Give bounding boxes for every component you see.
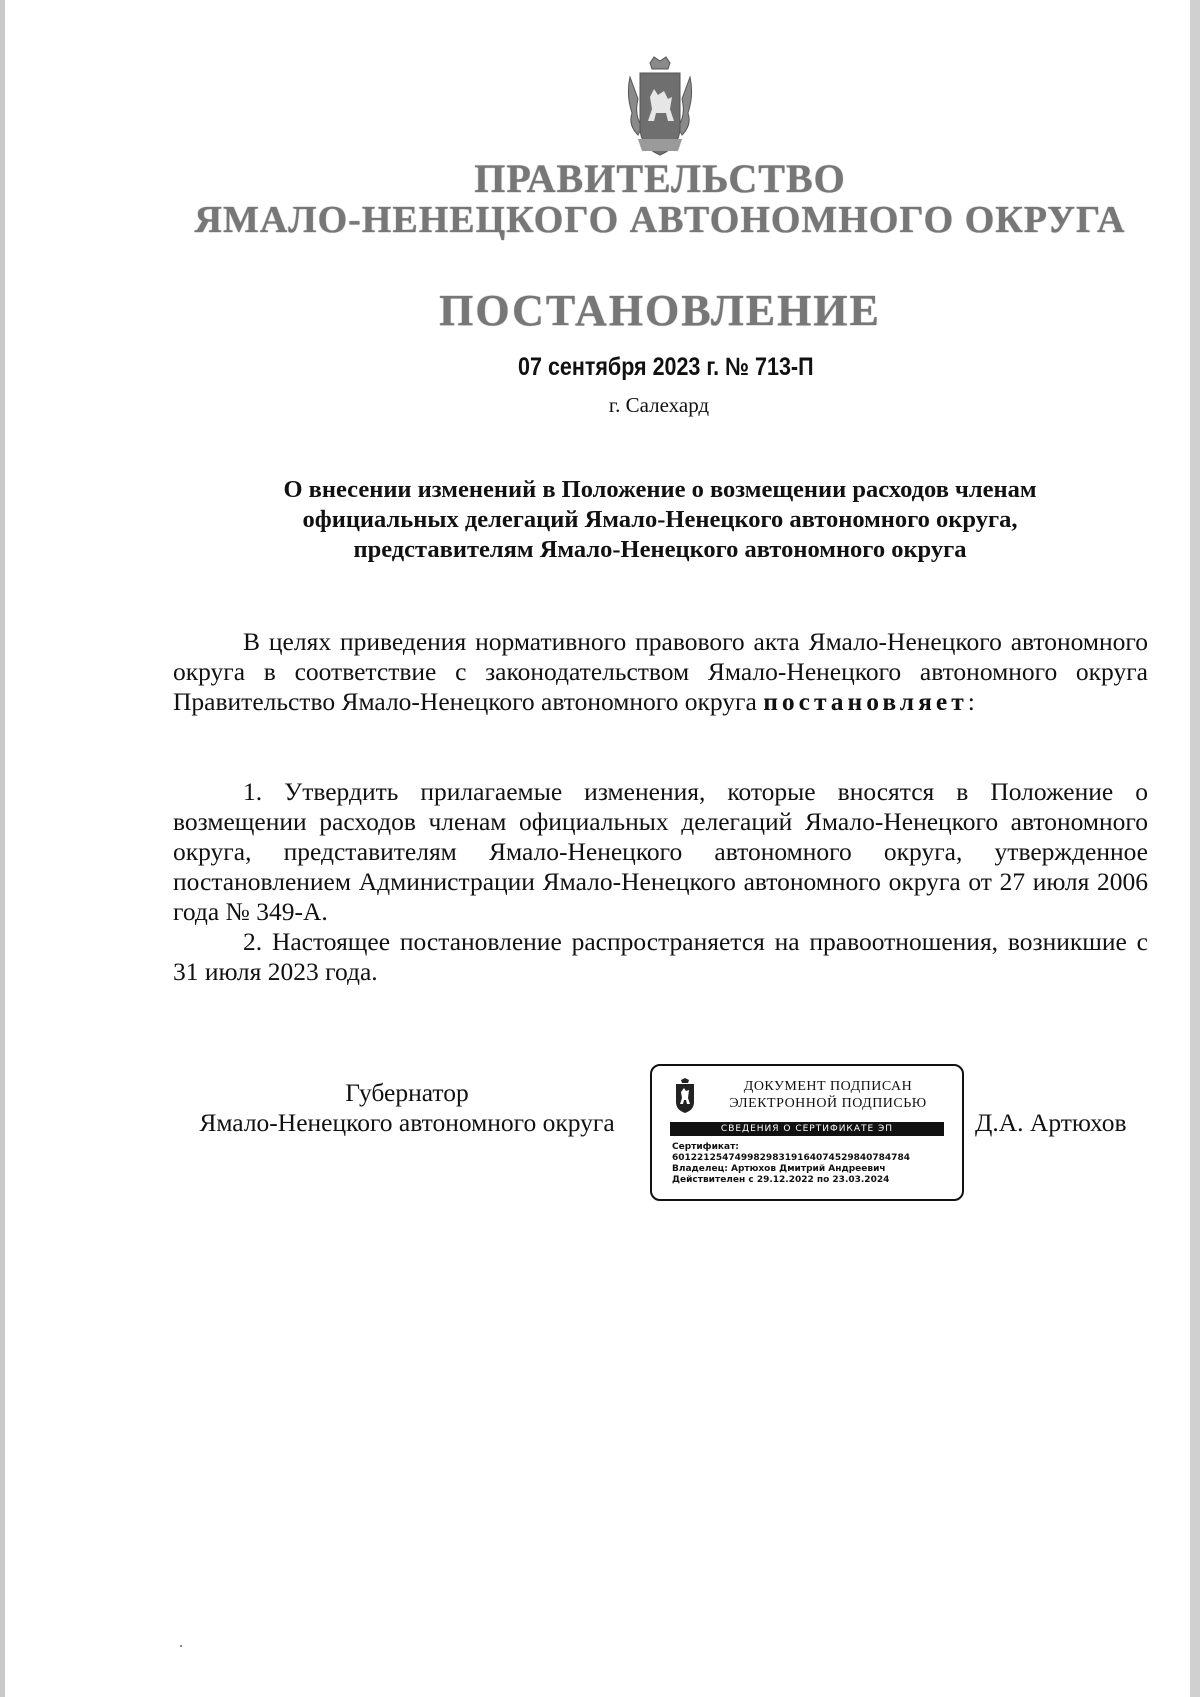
position-line: Ямало-Ненецкого автономного округа [199,1108,615,1137]
city: г. Салехард [608,393,710,417]
cert-number: 601221254749982983191640745298407847​84 [672,1153,910,1163]
cert-validity: Действителен с 29.12.2022 по 23.03.2024 [672,1175,890,1185]
coat-of-arms-icon [620,55,700,160]
electronic-signature-stamp [650,1064,964,1201]
preamble-paragraph [173,627,1148,717]
preamble-text: В целях приведения нормативного правового акта Ямало-Ненецкого автономного округа в соответствие с законодательством Ямало-Ненецкого автономного округа Правительство Ямало-Ненецкого автономного округа [173,627,1148,716]
date-and-number [0,353,1200,382]
cert-label: Сертификат: [672,1142,739,1152]
signer-name: Д.А. Артюхов [975,1108,1127,1137]
page-left-edge [0,0,5,1697]
resolves-keyword: постановляет [763,687,968,716]
clause-2: 2. Настоящее постановление распространяется на правоотношения, возникшие с 31 июля 2023 года. [173,927,1148,986]
preamble-colon: : [967,687,975,716]
position-line: Губернатор [345,1078,469,1107]
stamp-title-line: ДОКУМЕНТ ПОДПИСАН [743,1079,913,1094]
stamp-emblem-icon [672,1078,698,1114]
signatory-position [172,1078,642,1138]
cert-owner: Владелец: Артюхов Дмитрий Андреевич [672,1164,886,1174]
stamp-title-line: ЭЛЕКТРОННОЙ ПОДПИСЬЮ [729,1096,927,1111]
page-right-edge [1190,0,1200,1697]
government-title-line1: ПРАВИТЕЛЬСТВО [474,156,846,201]
scan-speck [180,1645,182,1647]
clause-1: 1. Утвердить прилагаемые изменения, которые вносятся в Положение о возмещении расходов членам официальных делегаций Ямало-Ненецкого автономного округа, представителям Ямало-Ненецкого автономного округа, утвержденное постановлением Администрации Ямало-Ненецкого автономного округа от 27 июля 2006 года № 349-А. [173,777,1148,926]
stamp-certificate-info [672,1142,958,1186]
subject-line: представителям Ямало-Ненецкого автономного округа [353,536,967,563]
document-kind-title: ПОСТАНОВЛЕНИЕ [439,286,881,335]
date-number-text: 07 сентября 2023 г. № 713-П [518,353,814,381]
government-title-line2: ЯМАЛО-НЕНЕЦКОГО АВТОНОМНОГО ОКРУГА [194,199,1126,241]
subject-line: официальных делегаций Ямало-Ненецкого автономного округа, [302,506,1018,533]
stamp-certificate-header: СВЕДЕНИЯ О СЕРТИФИКАТЕ ЭП [670,1122,944,1136]
subject-line: О внесении изменений в Положение о возмещении расходов членам [283,476,1037,503]
document-subject [200,475,1120,565]
stamp-title [708,1078,948,1112]
